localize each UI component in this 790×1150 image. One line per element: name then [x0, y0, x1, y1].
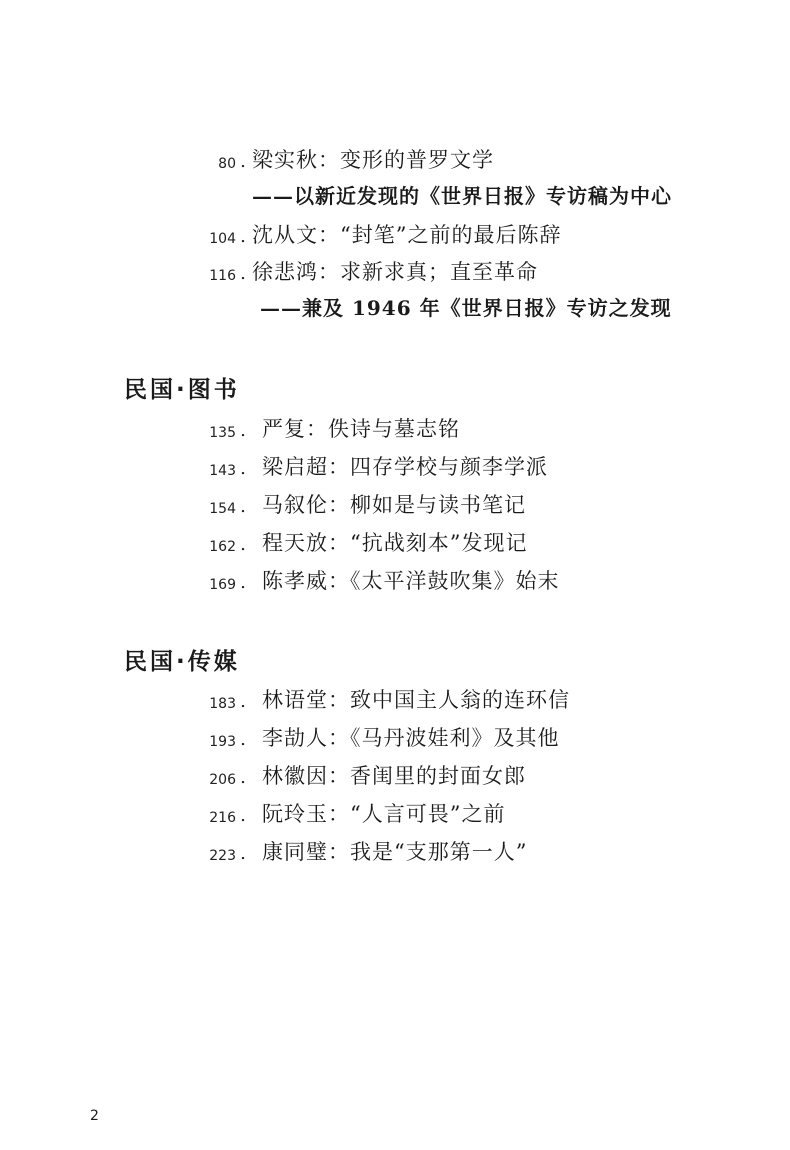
entry-dot: .	[240, 691, 246, 712]
entry-title: 林语堂：致中国主人翁的连环信	[262, 688, 570, 712]
entry-page-number: 80	[218, 156, 236, 172]
entry-title: 林徽因：香闺里的封面女郎	[262, 764, 526, 788]
entry-title: 康同璧：我是“支那第一人”	[262, 840, 528, 864]
entry-title: 阮玲玉：“人言可畏”之前	[262, 802, 506, 826]
toc-entry[interactable]	[0, 531, 790, 557]
entry-dot: .	[240, 572, 246, 593]
page-number: 2	[90, 1108, 99, 1124]
entry-title: 李劼人：《马丹波娃利》及其他	[262, 726, 560, 750]
entry-subtitle: ——兼及 1946 年《世界日报》专访之发现	[260, 296, 672, 320]
entry-dot: .	[240, 729, 246, 750]
toc-entry[interactable]	[0, 688, 790, 714]
toc-entry[interactable]	[0, 840, 790, 866]
entry-dot: .	[240, 767, 246, 788]
toc-entry[interactable]	[0, 726, 790, 752]
entry-title: 程天放：“抗战刻本”发现记	[262, 531, 528, 555]
entry-dot: .	[240, 226, 246, 247]
section-heading-books: 民国·图书	[124, 377, 240, 403]
toc-entry[interactable]	[0, 569, 790, 595]
entry-title: 梁启超：四存学校与颜李学派	[262, 455, 548, 479]
entry-dot: .	[240, 458, 246, 479]
entry-dot: .	[240, 843, 246, 864]
entry-dot: .	[240, 496, 246, 517]
entry-dot: .	[240, 151, 246, 172]
toc-entry[interactable]	[0, 764, 790, 790]
section-heading-media: 民国·传媒	[124, 649, 240, 675]
entry-dot: .	[240, 420, 246, 441]
entry-page-number: 162	[209, 539, 236, 555]
entry-page-number: 193	[209, 734, 236, 750]
entry-page-number: 216	[209, 810, 236, 826]
toc-entry[interactable]	[0, 260, 790, 286]
entry-page-number: 154	[209, 501, 236, 517]
entry-dot: .	[240, 534, 246, 555]
toc-entry[interactable]	[0, 417, 790, 443]
entry-title: 陈孝威：《太平洋鼓吹集》始末	[262, 569, 560, 593]
entry-page-number: 104	[209, 231, 236, 247]
entry-page-number: 143	[209, 463, 236, 479]
entry-title: 马叙伦：柳如是与读书笔记	[262, 493, 526, 517]
entry-dot: .	[240, 805, 246, 826]
entry-page-number: 183	[209, 696, 236, 712]
entry-subtitle: ——以新近发现的《世界日报》专访稿为中心	[252, 184, 672, 208]
toc-entry[interactable]	[0, 223, 790, 249]
toc-entry[interactable]	[0, 802, 790, 828]
entry-page-number: 206	[209, 772, 236, 788]
toc-entry[interactable]	[0, 493, 790, 519]
entry-page-number: 135	[209, 425, 236, 441]
entry-page-number: 223	[209, 848, 236, 864]
toc-entry[interactable]	[0, 455, 790, 481]
entry-page-number: 116	[209, 268, 236, 284]
entry-title: 严复：佚诗与墓志铭	[262, 417, 460, 441]
entry-title: 梁实秋：变形的普罗文学	[252, 148, 494, 172]
entry-title: 徐悲鸿：求新求真；直至革命	[252, 260, 538, 284]
toc-entry[interactable]	[0, 148, 790, 174]
entry-title: 沈从文：“封笔”之前的最后陈辞	[252, 223, 562, 247]
entry-page-number: 169	[209, 577, 236, 593]
entry-dot: .	[240, 263, 246, 284]
